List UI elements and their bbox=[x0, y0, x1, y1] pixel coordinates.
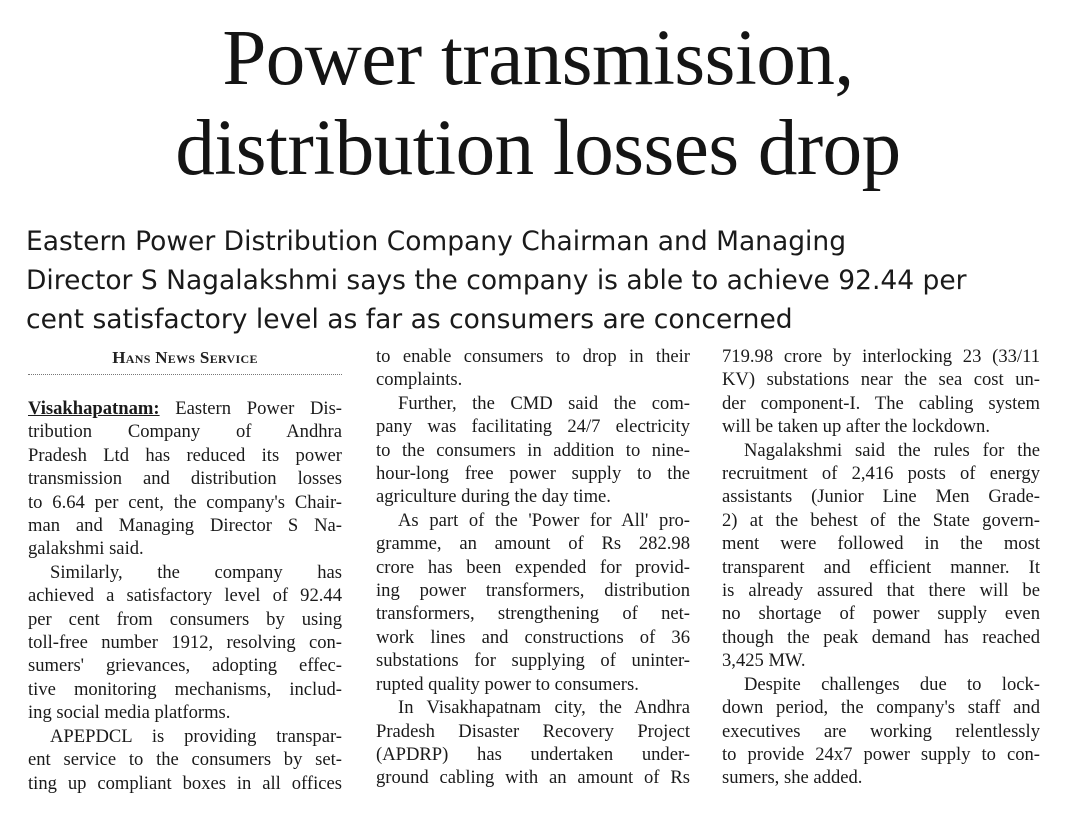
body-line: der component-I. The cabling system bbox=[722, 392, 1040, 414]
body-line: crore has been expended for provid- bbox=[376, 556, 690, 578]
body-line: ment were followed in the most bbox=[722, 533, 1040, 555]
body-line: rupted quality power to consumers. bbox=[376, 673, 639, 695]
headline bbox=[0, 14, 1076, 194]
body-line: work lines and constructions of 36 bbox=[376, 626, 690, 648]
body-line: achieved a satisfactory level of 92.44 bbox=[28, 585, 342, 607]
article-column-1 bbox=[28, 346, 342, 795]
standfirst-line: cent satisfactory level as far as consumers are concerned bbox=[26, 304, 793, 335]
body-line: is already assured that there will be bbox=[722, 580, 1040, 602]
body-line: sumers, she added. bbox=[722, 767, 863, 789]
body-line: Similarly, the company has bbox=[50, 561, 342, 583]
body-line: recruitment of 2,416 posts of energy bbox=[722, 463, 1040, 485]
body-line: substations for supplying of uninter- bbox=[376, 650, 690, 672]
body-line: to 6.64 per cent, the company's Chair- bbox=[28, 491, 342, 513]
body-line: assistants (Junior Line Men Grade- bbox=[722, 486, 1040, 508]
body-line: to the consumers in addition to nine- bbox=[376, 439, 690, 461]
byline: Hans News Service bbox=[112, 348, 258, 367]
body-line: pany was facilitating 24/7 electricity bbox=[376, 416, 690, 438]
body-line: transformers, strengthening of net- bbox=[376, 603, 690, 625]
body-line: ing social media platforms. bbox=[28, 702, 231, 724]
body-line: (APDRP) has undertaken under- bbox=[376, 743, 690, 765]
body-line: will be taken up after the lockdown. bbox=[722, 416, 990, 438]
body-line: to enable consumers to drop in their bbox=[376, 346, 690, 367]
body-line: 3,425 MW. bbox=[722, 650, 806, 672]
body-line: transparent and efficient manner. It bbox=[722, 556, 1040, 578]
headline-line: distribution losses drop bbox=[175, 105, 901, 192]
body-line: 719.98 crore by interlocking 23 (33/11 bbox=[722, 346, 1040, 367]
body-line: ing power transformers, distribution bbox=[376, 580, 690, 602]
article-column-3 bbox=[722, 345, 1040, 790]
body-line: Despite challenges due to lock- bbox=[744, 673, 1040, 695]
body-line: Further, the CMD said the com- bbox=[398, 392, 690, 414]
body-line: As part of the 'Power for All' pro- bbox=[398, 509, 690, 531]
body-line: toll-free number 1912, resolving con- bbox=[28, 632, 342, 654]
body-line: down period, the company's staff and bbox=[722, 697, 1040, 719]
body-line: executives are working relentlessly bbox=[722, 720, 1040, 742]
dateline: Visakhapatnam: bbox=[28, 398, 160, 419]
body-line: galakshmi said. bbox=[28, 538, 144, 560]
body-line: though the peak demand has reached bbox=[722, 626, 1040, 648]
body-line: hour-long free power supply to the bbox=[376, 463, 690, 485]
body-line: ting up compliant boxes in all offices bbox=[28, 772, 342, 794]
body-line bbox=[28, 397, 342, 420]
body-line: ground cabling with an amount of Rs bbox=[376, 767, 690, 789]
body-line: sumers' grievances, adopting effec- bbox=[28, 655, 342, 677]
body-line: transmission and distribution losses bbox=[28, 468, 342, 490]
headline-line: Power transmission, bbox=[222, 15, 854, 102]
body-line: In Visakhapatnam city, the Andhra bbox=[398, 697, 690, 719]
body-line: complaints. bbox=[376, 369, 463, 391]
body-line: APEPDCL is providing transpar- bbox=[50, 725, 342, 747]
body-line: gramme, an amount of Rs 282.98 bbox=[376, 533, 690, 555]
body-line: 2) at the behest of the State govern- bbox=[722, 509, 1040, 531]
body-line-text: Eastern Power Dis- bbox=[175, 398, 342, 419]
body-line: tribution Company of Andhra bbox=[28, 421, 342, 443]
standfirst bbox=[26, 222, 1066, 339]
standfirst-line: Director S Nagalakshmi says the company is able to achieve 92.44 per bbox=[26, 265, 967, 296]
standfirst-line: Eastern Power Distribution Company Chairman and Managing bbox=[26, 226, 847, 257]
body-line: to provide 24x7 power supply to con- bbox=[722, 743, 1040, 765]
body-line: Pradesh Disaster Recovery Project bbox=[376, 720, 690, 742]
body-line: man and Managing Director S Na- bbox=[28, 515, 342, 537]
body-line: KV) substations near the sea cost un- bbox=[722, 369, 1040, 391]
body-line: Pradesh Ltd has reduced its power bbox=[28, 444, 342, 466]
article-column-2 bbox=[376, 345, 690, 790]
body-line: no shortage of power supply even bbox=[722, 603, 1040, 625]
body-line: ent service to the consumers by set- bbox=[28, 749, 342, 771]
body-line: Nagalakshmi said the rules for the bbox=[744, 439, 1040, 461]
body-line: per cent from consumers by using bbox=[28, 608, 342, 630]
body-line: tive monitoring mechanisms, includ- bbox=[28, 678, 342, 700]
body-line: agriculture during the day time. bbox=[376, 486, 611, 508]
byline-divider bbox=[28, 374, 342, 375]
